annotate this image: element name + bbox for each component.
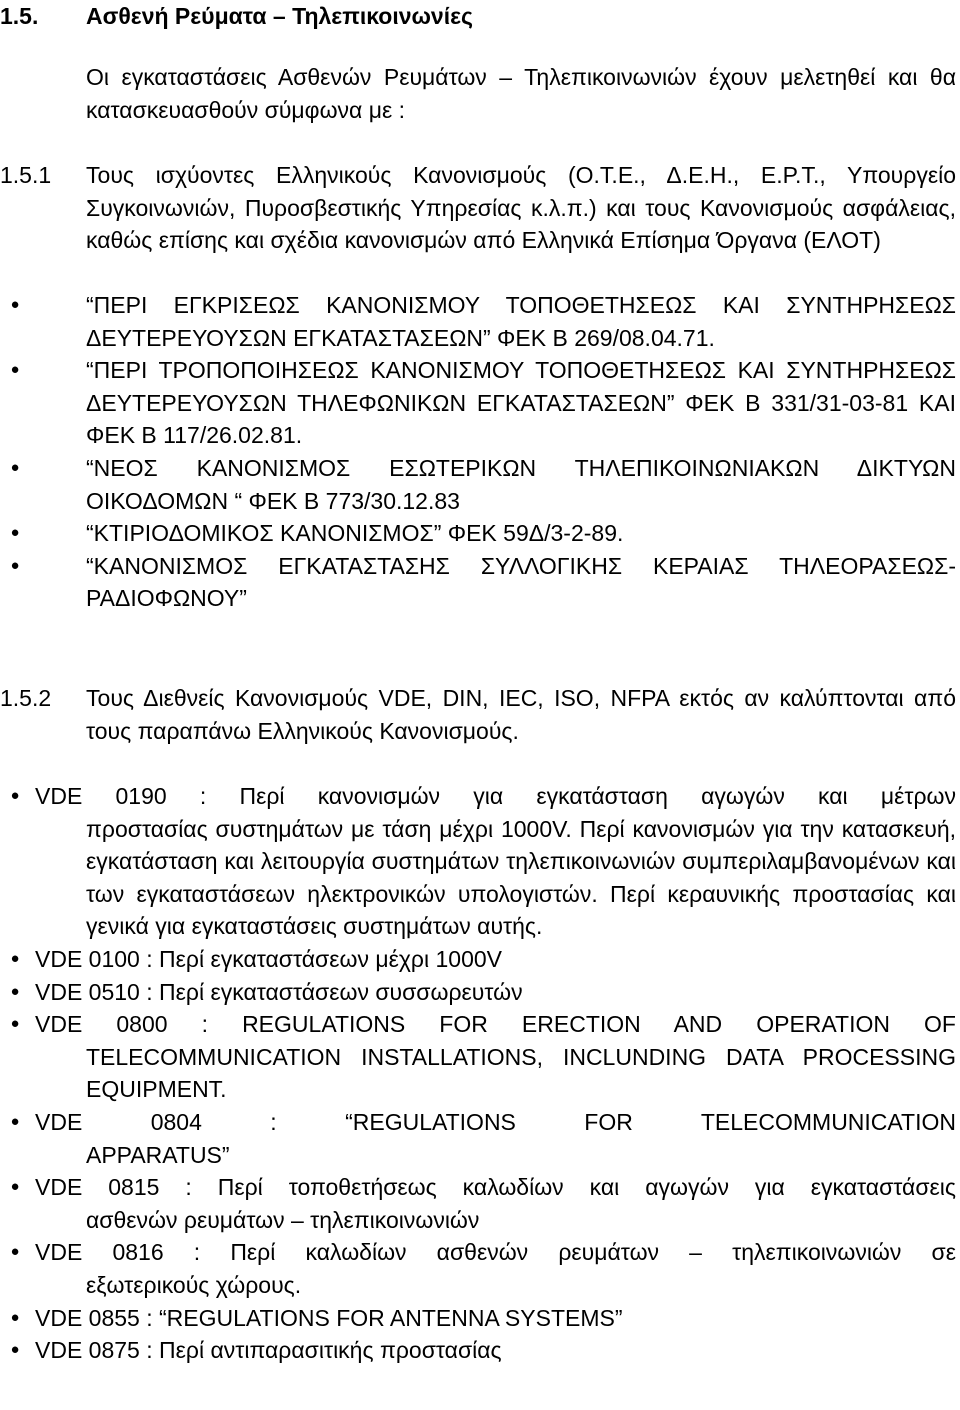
bullet-icon: ● [10,787,20,804]
bullet-icon: ● [10,982,20,1000]
bullet-icon: ● [10,296,20,313]
section-heading [0,0,956,33]
bullet-icon: ● [10,1178,20,1196]
subsection-text: Τους Διεθνείς Κανονισμούς VDE, DIN, IEC, ISO, NFPA εκτός αν καλύπτονται από τους παραπάνω Ελληνικούς Κανονισμούς. [86,685,956,744]
list-item: ● VDE 0855 : “REGULATIONS FOR ANTENNA SYSTEMS” [0,1302,956,1335]
list-item: ● “ΝΕΟΣ ΚΑΝΟΝΙΣΜΟΣ ΕΣΩΤΕΡΙΚΩΝ ΤΗΛΕΠΙΚΟΙΝΩΝΙΑΚΩΝ ΔΙΚΤΥΩΝ ΟΙΚΟΔΟΜΩΝ “ ΦΕΚ Β 773/30.12.83 [0,452,956,517]
list-item: ● VDE 0800 : REGULATIONS FOR ERECTION AND OPERATION OF TELECOMMUNICATION INSTALLATIONS, INCLUNDING DATA PROCESSING EQUIPMENT. [0,1008,956,1106]
bullet-icon: ● [10,1308,20,1326]
bullet-icon: ● [10,1015,20,1033]
international-regulations-list [0,780,956,1367]
list-item: ● VDE 0100 : Περί εγκαταστάσεων μέχρι 1000V [0,943,956,976]
list-item: ● VDE 0815 : Περί τοποθετήσεως καλωδίων και αγωγών για εγκαταστάσεις ασθενών ρευμάτων – τηλεπικοινωνιών [0,1171,956,1236]
subsection-1-5-2 [0,682,956,747]
bullet-icon: ● [10,1341,20,1359]
heading-title: Ασθενή Ρεύματα – Τηλεπικοινωνίες [86,3,473,29]
list-item: ● “ΚΑΝΟΝΙΣΜΟΣ ΕΓΚΑΤΑΣΤΑΣΗΣ ΣΥΛΛΟΓΙΚΗΣ ΚΕΡΑΙΑΣ ΤΗΛΕΟΡΑΣΕΩΣ-ΡΑΔΙΟΦΩΝΟΥ” [0,550,956,615]
greek-regulations-list [0,289,956,615]
bullet-icon: ● [10,949,20,967]
bullet-icon: ● [10,524,20,542]
list-item: ● VDE 0190 : Περί κανονισμών για εγκατάσταση αγωγών και μέτρων προστασίας συστημάτων με τάση μέχρι 1000V. Περί κανονισμών για την κατασκευή, εγκατάσταση και λειτουργία συστημάτων τηλεπικοινωνιών συμπεριλαμβανομένων και των εγκαταστάσεων ηλεκτρονικών υπολογιστών. Περί κεραυνικής προστασίας και γενικά για εγκαταστάσεις συστημάτων αυτής. [0,780,956,943]
list-item: ● VDE 0875 : Περί αντιπαρασιτικής προστασίας [0,1334,956,1367]
subsection-1-5-1 [0,159,956,257]
bullet-icon: ● [10,458,20,476]
list-item: ● “ΠΕΡΙ ΤΡΟΠΟΠΟΙΗΣΕΩΣ ΚΑΝΟΝΙΣΜΟΥ ΤΟΠΟΘΕΤΗΣΕΩΣ ΚΑΙ ΣΥΝΤΗΡΗΣΕΩΣ ΔΕΥΤΕΡΕΥΟΥΣΩΝ ΤΗΛΕΦΩΝΙΚΩΝ ΕΓΚΑΤΑΣΤΑΣΕΩΝ” ΦΕΚ Β 331/31-03-81 ΚΑΙ ΦΕΚ Β 117/26.02.81. [0,354,956,452]
subsection-number: 1.5.2 [0,685,52,711]
bullet-icon: ● [10,361,20,379]
bullet-icon: ● [10,1112,20,1130]
list-item: ● VDE 0510 : Περί εγκαταστάσεων συσσωρευτών [0,976,956,1009]
subsection-number: 1.5.1 [0,162,52,188]
bullet-icon: ● [10,1243,20,1261]
subsection-text: Τους ισχύοντες Ελληνικούς Κανονισμούς (Ο.Τ.Ε., Δ.Ε.Η., Ε.Ρ.Τ., Υπουργείο Συγκοινωνιών, Πυροσβεστικής Υπηρεσίας κ.λ.π.) και τους Κανονισμούς ασφάλειας, καθώς επίσης και σχέδια κανονισμών από Ελληνικά Επίσημα Όργανα (ΕΛΟΤ) [86,162,956,254]
bullet-icon: ● [10,556,20,574]
list-item: ● “ΠΕΡΙ ΕΓΚΡΙΣΕΩΣ ΚΑΝΟΝΙΣΜΟΥ ΤΟΠΟΘΕΤΗΣΕΩΣ ΚΑΙ ΣΥΝΤΗΡΗΣΕΩΣ ΔΕΥΤΕΡΕΥΟΥΣΩΝ ΕΓΚΑΤΑΣΤΑΣΕΩΝ” ΦΕΚ Β 269/08.04.71. [0,289,956,354]
list-item: ● “ΚΤΙΡΙΟΔΟΜΙΚΟΣ ΚΑΝΟΝΙΣΜΟΣ” ΦΕΚ 59Δ/3-2-89. [0,517,956,550]
intro-paragraph: Οι εγκαταστάσεις Ασθενών Ρευμάτων – Τηλεπικοινωνιών έχουν μελετηθεί και θα κατασκευασθούν σύμφωνα με : [86,64,956,123]
list-item: ● VDE 0816 : Περί καλωδίων ασθενών ρευμάτων – τηλεπικοινωνιών σε εξωτερικούς χώρους. [0,1236,956,1301]
heading-number: 1.5. [0,3,39,29]
list-item: ● VDE 0804 : “REGULATIONS FOR TELECOMMUNICATION APPARATUS” [0,1106,956,1171]
